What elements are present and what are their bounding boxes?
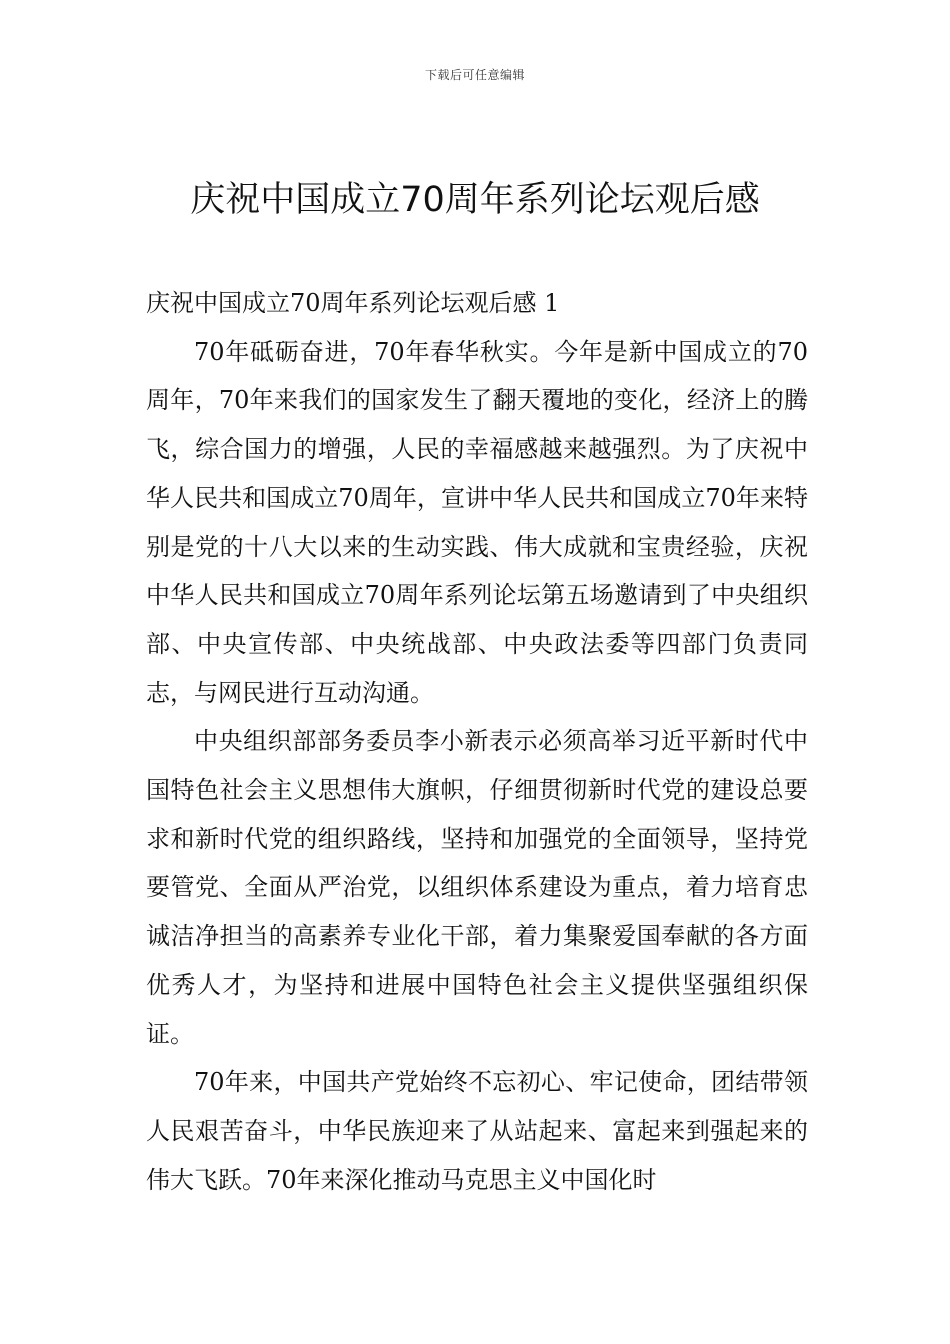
section-heading: 庆祝中国成立70周年系列论坛观后感 1 (146, 289, 560, 317)
document-title: 庆祝中国成立70周年系列论坛观后感 (190, 180, 760, 220)
paragraph-2: 中央组织部部务委员李小新表示必须高举习近平新时代中国特色社会主义思想伟大旗帜，仔细贯彻新时代党的建设总要求和新时代党的组织路线，坚持和加强党的全面领导，坚持党要管党、全面从严治党，以组织体系建设为重点，着力培育忠诚洁净担当的高素养专业化干部，着力集聚爱国奉献的各方面优秀人才，为坚持和进展中国特色社会主义提供坚强组织保证。 (146, 727, 808, 1048)
paragraph-1: 70年砥砺奋进，70年春华秋实。今年是新中国成立的70周年，70年来我们的国家发生了翻天覆地的变化，经济上的腾飞，综合国力的增强，人民的幸福感越来越强烈。为了庆祝中华人民共和国成立70周年，宣讲中华人民共和国成立70年来特别是党的十八大以来的生动实践、伟大成就和宝贵经验，庆祝中华人民共和国成立70周年系列论坛第五场邀请到了中央组织部、中央宣传部、中央统战部、中央政法委等四部门负责同志，与网民进行互动沟通。 (146, 337, 808, 707)
document-body (146, 279, 808, 1204)
paragraph-3: 70年来，中国共产党始终不忘初心、牢记使命，团结带领人民艰苦奋斗，中华民族迎来了从站起来、富起来到强起来的伟大飞跃。70年来深化推动马克思主义中国化时 (146, 1068, 808, 1194)
header-note: 下载后可任意编辑 (424, 68, 525, 82)
